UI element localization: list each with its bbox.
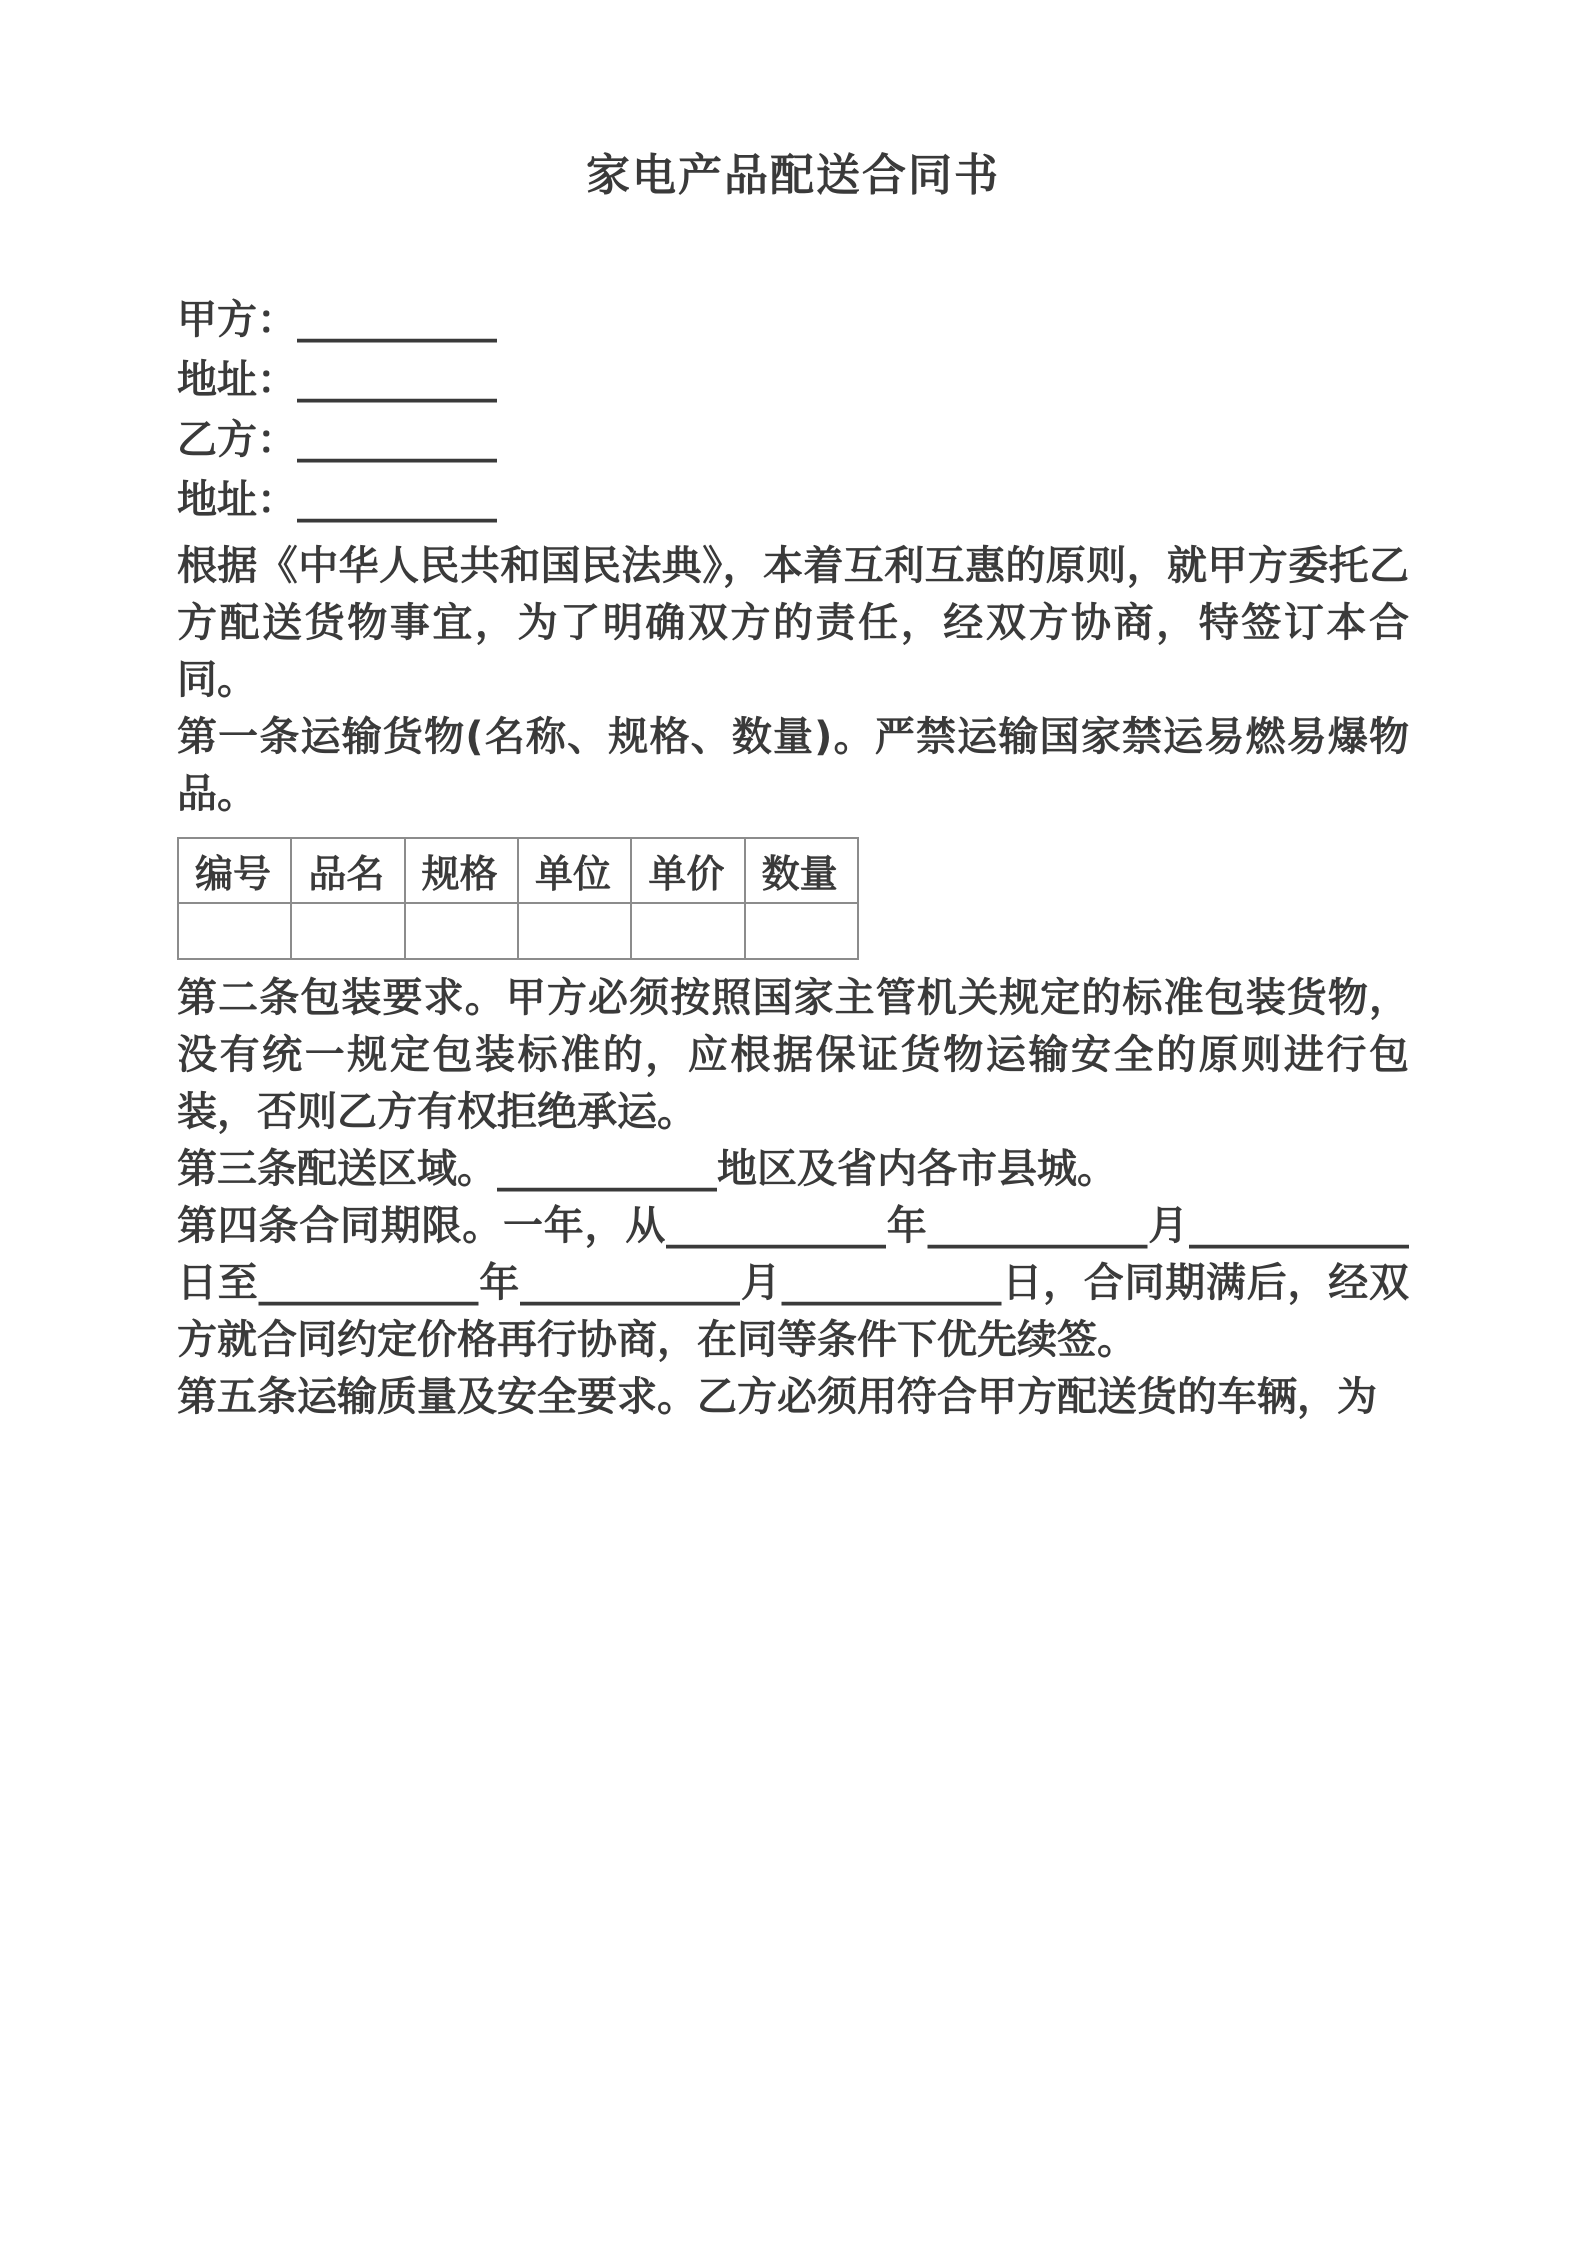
clause-2-paragraph: 第二条包装要求。甲方必须按照国家主管机关规定的标准包装货物，没有统一规定包装标准的，应根据保证货物运输安全的原则进行包装，否则乙方有权拒绝承运。: [177, 975, 1409, 1135]
document-title: 家电产品配送合同书: [586, 150, 1000, 201]
party-b-address-blank: __________: [297, 477, 497, 523]
party-a-label: 甲方：: [177, 297, 297, 343]
goods-table-cell: [518, 903, 631, 959]
goods-table-header-row: [178, 838, 858, 903]
clause-5-paragraph: 第五条运输质量及安全要求。乙方必须用符合甲方配送货的车辆，为: [177, 1374, 1377, 1420]
goods-table-empty-row: [178, 903, 858, 959]
party-a-address-label: 地址：: [177, 357, 297, 403]
party-b-label: 乙方：: [177, 417, 297, 463]
goods-table-cell: [291, 903, 404, 959]
party-b-line: [177, 418, 1409, 462]
goods-table: [177, 837, 859, 960]
goods-table-cell: [631, 903, 744, 959]
goods-table-header-price: 单价: [631, 838, 744, 903]
goods-table-cell: [405, 903, 518, 959]
goods-table-cell: [745, 903, 858, 959]
goods-table-header-spec: 规格: [405, 838, 518, 903]
party-b-address-line: [177, 478, 1409, 522]
party-a-address-blank: __________: [297, 357, 497, 403]
goods-table-header-unit: 单位: [518, 838, 631, 903]
clause-1-paragraph: 第一条运输货物(名称、规格、数量)。严禁运输国家禁运易燃易爆物品。: [177, 714, 1409, 817]
party-a-blank: __________: [297, 297, 497, 343]
goods-table-header-name: 品名: [291, 838, 404, 903]
party-a-address-line: [177, 358, 1409, 402]
goods-table-cell: [178, 903, 291, 959]
goods-table-header-number: 编号: [178, 838, 291, 903]
parties-section: [177, 298, 1409, 522]
clause-4-paragraph: 第四条合同期限。一年，从___________年___________月___________日至___________年___________月___________日，合同期满后，经双方就合同约定价格再行协商，在同等条件下优先续签。: [177, 1203, 1409, 1363]
party-b-address-label: 地址：: [177, 477, 297, 523]
goods-table-header-quantity: 数量: [745, 838, 858, 903]
preamble-paragraph: 根据《中华人民共和国民法典》，本着互利互惠的原则，就甲方委托乙方配送货物事宜，为了明确双方的责任，经双方协商，特签订本合同。: [177, 543, 1409, 703]
party-a-line: [177, 298, 1409, 342]
party-b-blank: __________: [297, 417, 497, 463]
clause-3-paragraph: 第三条配送区域。___________地区及省内各市县城。: [177, 1146, 1117, 1192]
